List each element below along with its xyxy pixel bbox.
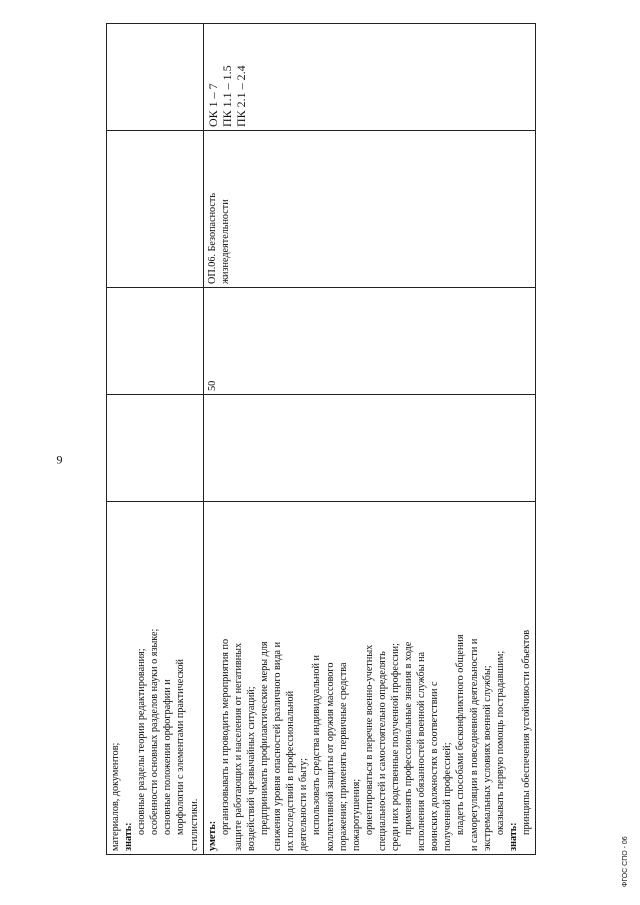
text-line: и саморегуляции в повседневной деятельности и: [468, 638, 480, 851]
empty-cell: [203, 395, 535, 502]
section-heading: знать:: [507, 822, 519, 851]
text-line: исполнения обязанностей военной службы на: [416, 651, 428, 851]
page-number: 9: [56, 452, 63, 467]
text-line: владеть способами бесконфликтного общения: [455, 634, 467, 835]
empty-cell: [107, 131, 204, 288]
text-line: коллективной защиты от оружия массового: [324, 662, 336, 851]
text-line: специальностей и самостоятельно определять: [376, 651, 388, 851]
hours-cell: [203, 288, 535, 395]
text-line: применять профессиональные знания в ходе: [403, 641, 415, 835]
table-row: [203, 24, 535, 855]
text-line: ориентироваться в перечне военно-учетных: [363, 644, 375, 835]
text-line: полученной профессией;: [442, 742, 454, 851]
text-line: организовывать и проводить мероприятия по: [219, 638, 231, 835]
text-line: морфологии с элементами практической: [175, 658, 187, 835]
competencies-cell: [203, 24, 535, 131]
text-line: основные положения орфографии и: [162, 679, 174, 835]
text-line: материалов, документов;: [110, 742, 121, 851]
text-line: предпринимать профилактические меры для: [259, 641, 271, 835]
text-line: основные разделы теории редактирования;: [136, 648, 148, 835]
text-line: пожаротушения;: [350, 778, 362, 851]
text-line: защите работающих и населения от негативных: [232, 642, 244, 851]
text-line: стилистики.: [188, 798, 200, 851]
text-line: поражения; применять первичные средства: [337, 662, 349, 851]
text-line: особенности основных разделов науки о языке;: [149, 628, 161, 835]
text-line: воздействий чрезвычайных ситуаций;: [245, 686, 257, 851]
text-line: среди них родственные полученной профессии;: [389, 643, 401, 851]
competency-code: ПК 1.1 – 1.5: [219, 65, 234, 127]
knowledge-cell: [107, 502, 204, 855]
discipline-name: ОП.06. Безопасность жизнедеятельности: [206, 192, 231, 284]
text-line: воинских должностях в соответствии с: [429, 681, 441, 851]
curriculum-table: [106, 23, 536, 855]
text-line: их последствий в профессиональной: [285, 690, 297, 851]
table-row: [107, 24, 204, 855]
section-heading: знать:: [123, 822, 135, 851]
empty-cell: [107, 24, 204, 131]
text-line: экстремальных условиях военной службы;: [481, 665, 493, 851]
competency-code: ПК 2.1 – 2.4: [233, 65, 248, 127]
footer-label: ФГОС СПО - 06: [622, 836, 629, 887]
text-line: принципы обеспечения устойчивости объектов: [520, 629, 532, 835]
hours-value: 50: [206, 380, 218, 391]
section-heading: уметь:: [206, 820, 218, 851]
skills-cell: [203, 502, 535, 855]
text-line: снижения уровня опасностей различного вида и: [272, 641, 284, 851]
text-line: оказывать первую помощь пострадавшим;: [494, 650, 506, 835]
text-line: использовать средства индивидуальной и: [311, 655, 323, 835]
discipline-cell: [203, 131, 535, 288]
competency-code: ОК 1 – 7: [205, 83, 220, 127]
empty-cell: [107, 288, 204, 395]
empty-cell: [107, 395, 204, 502]
text-line: деятельности и быту;: [298, 757, 310, 851]
